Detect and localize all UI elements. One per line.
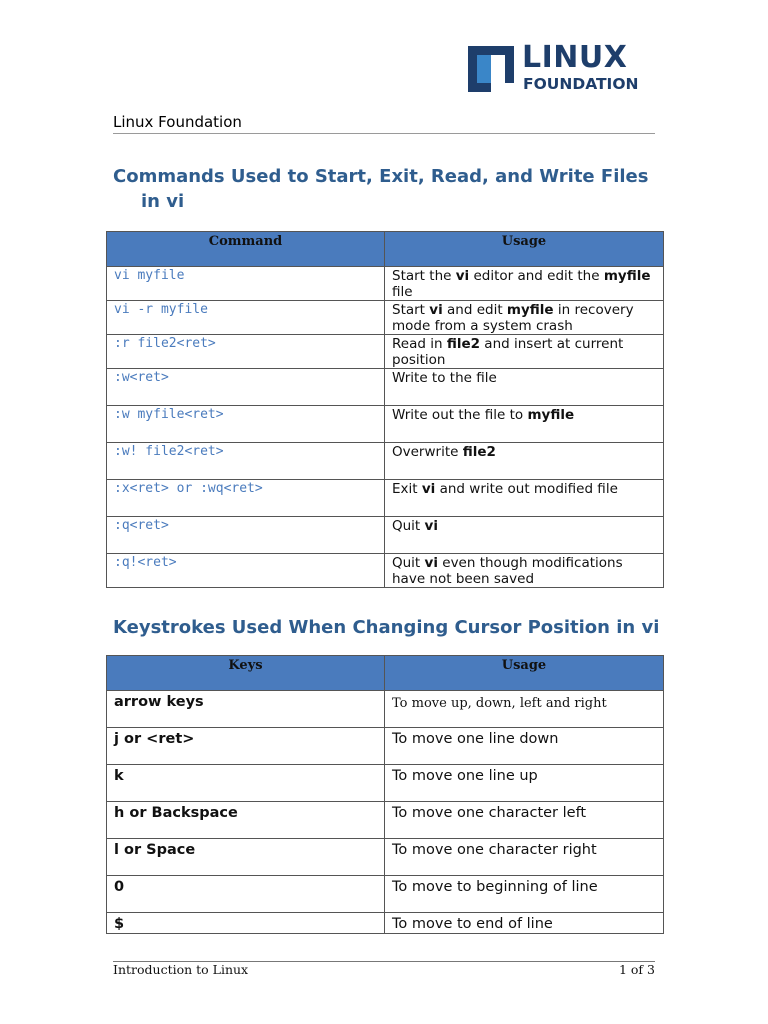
document-header xyxy=(113,112,655,134)
column-header-keys: Keys xyxy=(107,656,385,691)
usage-bold-term: vi xyxy=(455,268,470,284)
table-row xyxy=(107,443,664,480)
usage-bold-term: vi xyxy=(421,481,436,497)
usage-bold-term: vi xyxy=(424,518,438,534)
usage-cell xyxy=(385,301,664,335)
table-row xyxy=(107,554,664,588)
key-cell: l or Space xyxy=(107,839,385,876)
table-row xyxy=(107,728,664,765)
linux-foundation-logo-mark-icon xyxy=(468,46,514,92)
usage-text: and insert at current position xyxy=(392,336,624,368)
usage-cell: To move up, down, left and right xyxy=(385,691,664,728)
key-cell: j or <ret> xyxy=(107,728,385,765)
usage-bold-term: vi xyxy=(424,555,438,571)
usage-text: Overwrite xyxy=(392,444,463,460)
logo-wordmark-linux: LINUX xyxy=(522,40,628,75)
command-cell: :r file2<ret> xyxy=(107,335,385,369)
usage-cell xyxy=(385,267,664,301)
usage-text: Quit xyxy=(392,555,425,571)
table-row xyxy=(107,301,664,335)
usage-cell xyxy=(385,517,664,554)
usage-bold-term: myfile xyxy=(506,302,554,318)
vi-cursor-keystrokes-table xyxy=(106,655,664,934)
linux-foundation-logo xyxy=(468,40,658,97)
table-row xyxy=(107,765,664,802)
key-cell: k xyxy=(107,765,385,802)
table-row xyxy=(107,369,664,406)
usage-cell xyxy=(385,335,664,369)
usage-bold-term: file2 xyxy=(462,444,496,460)
usage-text: even though modifications have not been saved xyxy=(392,555,623,587)
section-title-line-2: in vi xyxy=(141,191,185,212)
usage-bold-term: vi xyxy=(429,302,443,318)
table-row xyxy=(107,839,664,876)
usage-cell xyxy=(385,406,664,443)
table-header-row xyxy=(107,232,664,267)
table-row xyxy=(107,406,664,443)
command-cell: vi myfile xyxy=(107,267,385,301)
command-cell: :x<ret> or :wq<ret> xyxy=(107,480,385,517)
key-cell: 0 xyxy=(107,876,385,913)
usage-text: Start the xyxy=(392,268,456,284)
logo-wordmark-foundation: FOUNDATION xyxy=(523,75,639,93)
section-title-line-1: Commands Used to Start, Exit, Read, and Write Files xyxy=(113,166,649,187)
key-cell: h or Backspace xyxy=(107,802,385,839)
column-header-usage: Usage xyxy=(385,656,664,691)
command-cell: :w<ret> xyxy=(107,369,385,406)
table-row xyxy=(107,691,664,728)
header-title: Linux Foundation xyxy=(113,113,242,131)
usage-cell xyxy=(385,369,664,406)
usage-cell: To move to end of line xyxy=(385,913,664,934)
usage-text: editor and edit the xyxy=(469,268,604,284)
usage-cell: To move one line up xyxy=(385,765,664,802)
usage-text: and write out modified file xyxy=(435,481,618,497)
footer-page-number: 1 of 3 xyxy=(618,962,655,977)
usage-text: Exit xyxy=(392,481,422,497)
command-cell: :w! file2<ret> xyxy=(107,443,385,480)
usage-text: and edit xyxy=(442,302,507,318)
usage-cell: To move one character right xyxy=(385,839,664,876)
usage-cell: To move to beginning of line xyxy=(385,876,664,913)
table-row xyxy=(107,267,664,301)
key-cell: arrow keys xyxy=(107,691,385,728)
usage-text: file xyxy=(392,284,413,300)
command-cell: vi -r myfile xyxy=(107,301,385,335)
usage-cell xyxy=(385,443,664,480)
table-row xyxy=(107,802,664,839)
usage-cell: To move one line down xyxy=(385,728,664,765)
table-row xyxy=(107,876,664,913)
table-row xyxy=(107,335,664,369)
usage-cell xyxy=(385,554,664,588)
column-header-command: Command xyxy=(107,232,385,267)
usage-bold-term: file2 xyxy=(446,336,480,352)
column-header-usage: Usage xyxy=(385,232,664,267)
usage-text: Quit xyxy=(392,518,425,534)
footer-document-title: Introduction to Linux xyxy=(113,962,249,977)
usage-bold-term: myfile xyxy=(603,268,651,284)
section-title-vi-file-commands xyxy=(113,164,673,214)
usage-text: Write out the file to xyxy=(392,407,528,423)
usage-text: Write to the file xyxy=(392,370,497,386)
key-cell: $ xyxy=(107,913,385,934)
table-header-row xyxy=(107,656,664,691)
table-row xyxy=(107,913,664,934)
usage-bold-term: myfile xyxy=(527,407,575,423)
section-title-cursor-keystrokes: Keystrokes Used When Changing Cursor Position in vi xyxy=(113,617,660,638)
table-row xyxy=(107,480,664,517)
usage-text: Read in xyxy=(392,336,447,352)
command-cell: :w myfile<ret> xyxy=(107,406,385,443)
usage-text: Start xyxy=(392,302,430,318)
usage-text: in recovery mode from a system crash xyxy=(392,302,634,334)
usage-cell xyxy=(385,480,664,517)
table-row xyxy=(107,517,664,554)
vi-file-commands-table xyxy=(106,231,664,588)
command-cell: :q!<ret> xyxy=(107,554,385,588)
command-cell: :q<ret> xyxy=(107,517,385,554)
usage-cell: To move one character left xyxy=(385,802,664,839)
